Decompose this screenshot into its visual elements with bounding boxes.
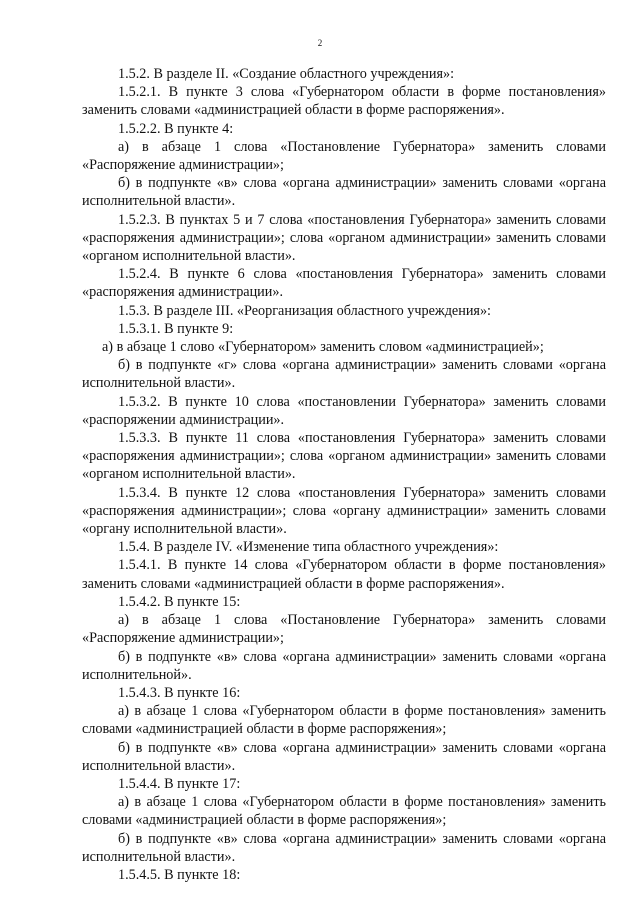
paragraph-1-5-3-3: 1.5.3.3. В пункте 11 слова «постановления Губернатора» заменить словами «распоряжения администрации»; слова «органом администрации» заменить словами «органом исполнительной власти». <box>82 430 606 483</box>
paragraph-section-3-heading: 1.5.3. В разделе III. «Реорганизация областного учреждения»: <box>118 302 491 319</box>
paragraph-1-5-4-2-a: а) в абзаце 1 слова «Постановление Губернатора» заменить словами «Распоряжение администрации»; <box>82 612 606 647</box>
paragraph-1-5-2-3: 1.5.2.3. В пунктах 5 и 7 слова «постановления Губернатора» заменить словами «распоряжения администрации»; слова «органом администрации» заменить словами «органом исполнительной власти». <box>82 211 606 265</box>
paragraph-1-5-4-4: 1.5.4.4. В пункте 17: <box>118 775 241 792</box>
paragraph-section-4-heading: 1.5.4. В разделе IV. «Изменение типа областного учреждения»: <box>118 539 499 556</box>
paragraph-1-5-2-2: 1.5.2.2. В пункте 4: <box>118 120 234 137</box>
paragraph-1-5-4-3-b: б) в подпункте «в» слова «органа администрации» заменить словами «органа исполнительной власти». <box>82 739 606 774</box>
paragraph-1-5-3-2: 1.5.3.2. В пункте 10 слова «постановлении Губернатора» заменить словами «распоряжении администрации». <box>82 393 606 428</box>
paragraph-1-5-3-1-b: б) в подпункте «г» слова «органа администрации» заменить словами «органа исполнительной власти». <box>82 357 606 392</box>
page-number: 2 <box>317 38 323 48</box>
paragraph-1-5-3-1: 1.5.3.1. В пункте 9: <box>118 320 234 337</box>
paragraph-1-5-4-2: 1.5.4.2. В пункте 15: <box>118 593 241 610</box>
paragraph-1-5-2-2-a: а) в абзаце 1 слова «Постановление Губернатора» заменить словами «Распоряжение администрации»; <box>82 138 606 174</box>
paragraph-1-5-4-4-b: б) в подпункте «в» слова «органа администрации» заменить словами «органа исполнительной власти». <box>82 830 606 865</box>
paragraph-1-5-2-4: 1.5.2.4. В пункте 6 слова «постановления Губернатора» заменить словами «распоряжения администрации». <box>82 266 606 301</box>
paragraph-section-2-heading: 1.5.2. В разделе II. «Создание областного учреждения»: <box>118 66 455 82</box>
paragraph-1-5-4-2-b: б) в подпункте «в» слова «органа администрации» заменить словами «органа исполнительной». <box>82 648 606 683</box>
paragraph-1-5-3-4: 1.5.3.4. В пункте 12 слова «постановления Губернатора» заменить словами «распоряжения администрации»; слова «органу администрации» заменить словами «органу исполнительной власти». <box>82 484 606 538</box>
paragraph-1-5-2-2-b: б) в подпункте «в» слова «органа администрации» заменить словами «органа исполнительной власти». <box>82 175 606 210</box>
paragraph-1-5-2-1: 1.5.2.1. В пункте 3 слова «Губернатором области в форме постановления» заменить словами «администрацией области в форме распоряжения». <box>82 84 606 119</box>
paragraph-1-5-4-4-a: а) в абзаце 1 слова «Губернатором области в форме постановления» заменить словами «администрацией области в форме распоряжения»; <box>82 794 606 829</box>
paragraph-1-5-3-1-a: а) в абзаце 1 слово «Губернатором» заменить словом «администрацией»; <box>102 339 544 356</box>
document-body <box>82 65 606 884</box>
paragraph-1-5-4-3: 1.5.4.3. В пункте 16: <box>118 684 241 701</box>
paragraph-1-5-4-3-a: а) в абзаце 1 слова «Губернатором области в форме постановления» заменить словами «администрацией области в форме распоряжения»; <box>82 703 606 738</box>
paragraph-1-5-4-1: 1.5.4.1. В пункте 14 слова «Губернатором области в форме постановления» заменить словами «администрацией области в форме распоряжения». <box>82 557 606 592</box>
paragraph-1-5-4-5: 1.5.4.5. В пункте 18: <box>118 866 241 883</box>
